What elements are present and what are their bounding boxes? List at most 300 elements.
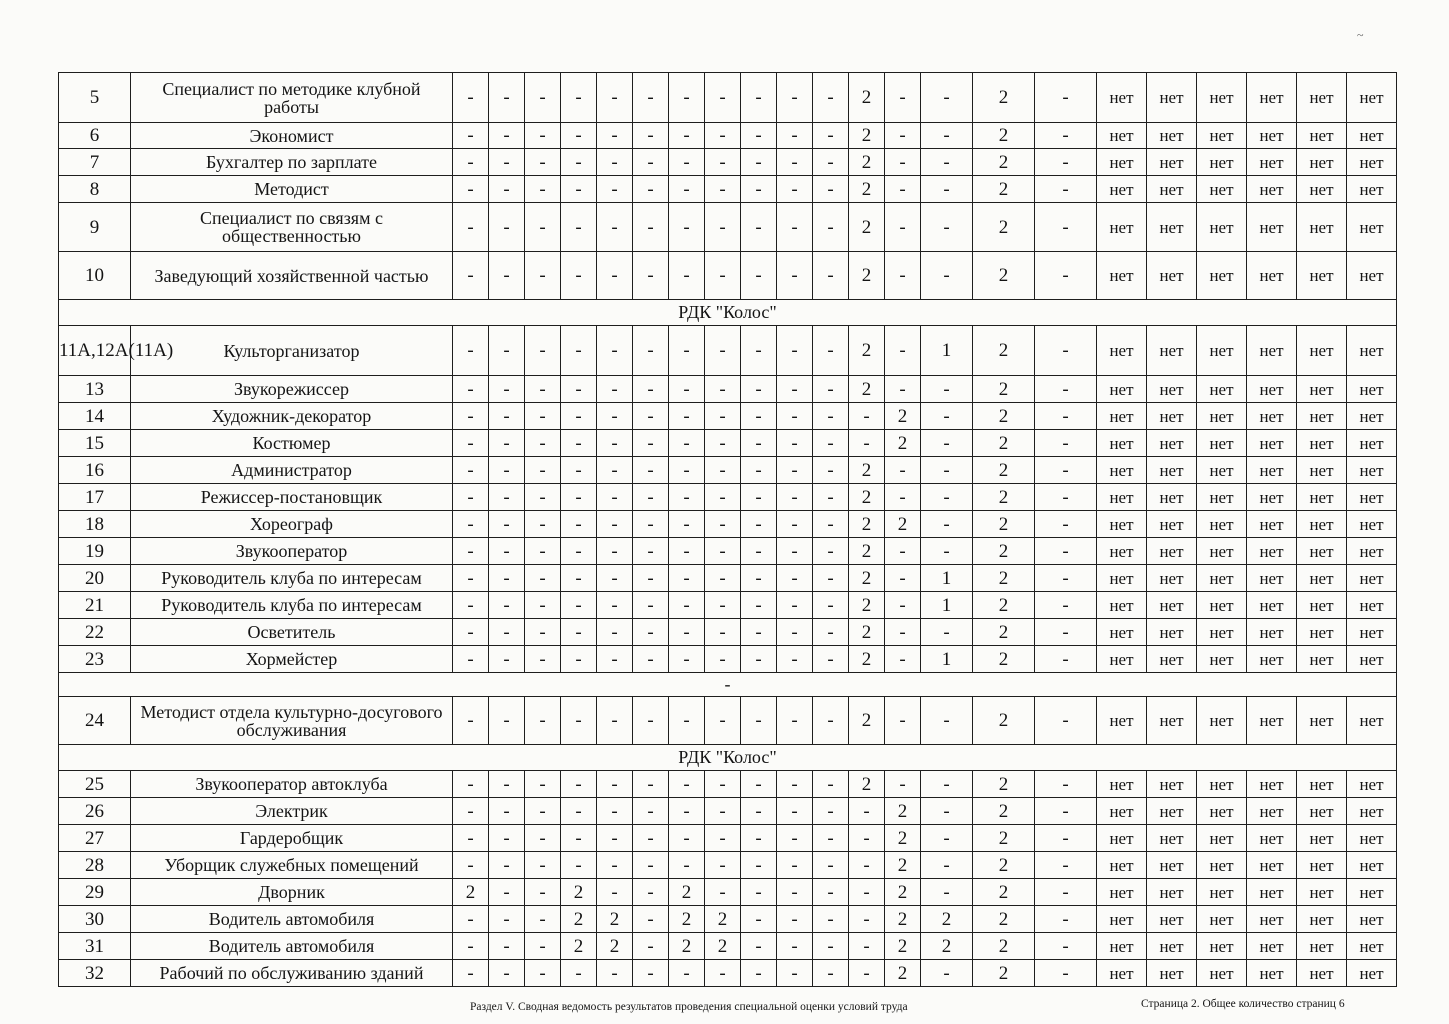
class-cell: - (597, 252, 633, 300)
guarantee-cell: нет (1247, 457, 1297, 484)
class-cell: 1 (921, 565, 973, 592)
class-cell: 2 (973, 176, 1035, 203)
class-cell: - (489, 906, 525, 933)
class-cell: - (561, 565, 597, 592)
guarantee-cell: нет (1097, 697, 1147, 745)
class-cell: - (921, 252, 973, 300)
guarantee-cell: нет (1147, 376, 1197, 403)
position-name: Электрик (131, 798, 453, 825)
class-cell: - (633, 376, 669, 403)
class-cell: - (669, 852, 705, 879)
class-cell: - (1035, 376, 1097, 403)
class-cell: - (777, 852, 813, 879)
guarantee-cell: нет (1097, 798, 1147, 825)
guarantee-cell: нет (1247, 203, 1297, 252)
class-cell: - (669, 457, 705, 484)
class-cell: - (705, 203, 741, 252)
guarantee-cell: нет (1347, 697, 1397, 745)
position-name: Бухгалтер по зарплате (131, 149, 453, 176)
position-name: Заведующий хозяйственной частью (131, 252, 453, 300)
class-cell: 2 (973, 403, 1035, 430)
guarantee-cell: нет (1147, 326, 1197, 376)
class-cell: - (453, 484, 489, 511)
class-cell: - (633, 149, 669, 176)
class-cell: - (1035, 879, 1097, 906)
class-cell: - (597, 619, 633, 646)
guarantee-cell: нет (1347, 73, 1397, 123)
class-cell: - (453, 771, 489, 798)
class-cell: - (921, 403, 973, 430)
class-cell: - (633, 326, 669, 376)
guarantee-cell: нет (1347, 879, 1397, 906)
class-cell: - (633, 73, 669, 123)
guarantee-cell: нет (1097, 852, 1147, 879)
guarantee-cell: нет (1197, 538, 1247, 565)
guarantee-cell: нет (1297, 798, 1347, 825)
class-cell: - (561, 203, 597, 252)
class-cell: - (741, 933, 777, 960)
guarantee-cell: нет (1147, 538, 1197, 565)
class-cell: - (633, 538, 669, 565)
class-cell: 2 (849, 376, 885, 403)
class-cell: - (669, 697, 705, 745)
class-cell: - (777, 538, 813, 565)
class-cell: - (669, 149, 705, 176)
table-row (59, 565, 1397, 592)
class-cell: - (741, 203, 777, 252)
class-cell: - (453, 960, 489, 987)
class-cell: - (921, 203, 973, 252)
guarantee-cell: нет (1197, 879, 1247, 906)
class-cell: - (669, 565, 705, 592)
class-cell: - (741, 619, 777, 646)
guarantee-cell: нет (1197, 511, 1247, 538)
class-cell: - (885, 771, 921, 798)
class-cell: 2 (973, 619, 1035, 646)
class-cell: 2 (973, 906, 1035, 933)
class-cell: - (525, 798, 561, 825)
class-cell: - (741, 798, 777, 825)
guarantee-cell: нет (1197, 430, 1247, 457)
class-cell: - (669, 484, 705, 511)
class-cell: - (525, 538, 561, 565)
class-cell: - (777, 771, 813, 798)
row-number: 8 (59, 176, 131, 203)
class-cell: - (741, 457, 777, 484)
position-name: Руководитель клуба по интересам (131, 592, 453, 619)
position-name: Специалист по связям с общественностью (131, 203, 453, 252)
class-cell: - (453, 252, 489, 300)
class-cell: - (1035, 123, 1097, 149)
class-cell: - (849, 879, 885, 906)
guarantee-cell: нет (1147, 960, 1197, 987)
guarantee-cell: нет (1347, 592, 1397, 619)
class-cell: - (885, 592, 921, 619)
class-cell: 2 (921, 933, 973, 960)
class-cell: - (921, 697, 973, 745)
class-cell: - (453, 825, 489, 852)
guarantee-cell: нет (1097, 457, 1147, 484)
class-cell: 2 (973, 457, 1035, 484)
guarantee-cell: нет (1197, 619, 1247, 646)
class-cell: - (1035, 798, 1097, 825)
guarantee-cell: нет (1147, 430, 1197, 457)
class-cell: - (597, 149, 633, 176)
class-cell: - (525, 403, 561, 430)
guarantee-cell: нет (1147, 457, 1197, 484)
position-name: Дворник (131, 879, 453, 906)
class-cell: 1 (921, 326, 973, 376)
class-cell: - (489, 879, 525, 906)
class-cell: - (669, 538, 705, 565)
class-cell: - (489, 852, 525, 879)
guarantee-cell: нет (1097, 484, 1147, 511)
row-number: 23 (59, 646, 131, 673)
class-cell: 2 (849, 565, 885, 592)
class-cell: - (849, 825, 885, 852)
guarantee-cell: нет (1347, 960, 1397, 987)
class-cell: - (921, 73, 973, 123)
class-cell: - (705, 565, 741, 592)
guarantee-cell: нет (1247, 798, 1297, 825)
guarantee-cell: нет (1147, 798, 1197, 825)
guarantee-cell: нет (1247, 619, 1297, 646)
class-cell: - (1035, 592, 1097, 619)
class-cell: - (669, 430, 705, 457)
row-number: 25 (59, 771, 131, 798)
class-cell: 2 (849, 457, 885, 484)
class-cell: 2 (849, 484, 885, 511)
class-cell: - (633, 484, 669, 511)
position-name: Звукорежиссер (131, 376, 453, 403)
guarantee-cell: нет (1297, 326, 1347, 376)
class-cell: - (777, 825, 813, 852)
class-cell: - (1035, 430, 1097, 457)
guarantee-cell: нет (1247, 326, 1297, 376)
table-row (59, 149, 1397, 176)
class-cell: - (921, 430, 973, 457)
table-row (59, 879, 1397, 906)
row-number: 16 (59, 457, 131, 484)
class-cell: - (561, 852, 597, 879)
guarantee-cell: нет (1197, 123, 1247, 149)
class-cell: - (705, 592, 741, 619)
guarantee-cell: нет (1097, 879, 1147, 906)
footer-page-info: Страница 2. Общее количество страниц 6 (1141, 998, 1345, 1010)
class-cell: - (633, 697, 669, 745)
class-cell: - (453, 176, 489, 203)
class-cell: - (921, 960, 973, 987)
class-cell: - (1035, 646, 1097, 673)
class-cell: - (777, 430, 813, 457)
table-row (59, 960, 1397, 987)
class-cell: - (885, 565, 921, 592)
class-cell: - (921, 879, 973, 906)
class-cell: - (885, 457, 921, 484)
class-cell: - (813, 326, 849, 376)
row-number: 29 (59, 879, 131, 906)
class-cell: - (741, 697, 777, 745)
class-cell: - (705, 457, 741, 484)
guarantee-cell: нет (1147, 646, 1197, 673)
guarantee-cell: нет (1147, 176, 1197, 203)
guarantee-cell: нет (1347, 852, 1397, 879)
guarantee-cell: нет (1097, 646, 1147, 673)
guarantee-cell: нет (1347, 149, 1397, 176)
class-cell: - (849, 430, 885, 457)
guarantee-cell: нет (1297, 852, 1347, 879)
guarantee-cell: нет (1097, 403, 1147, 430)
class-cell: 2 (669, 906, 705, 933)
guarantee-cell: нет (1097, 73, 1147, 123)
class-cell: - (525, 565, 561, 592)
class-cell: - (777, 511, 813, 538)
class-cell: - (813, 457, 849, 484)
class-cell: - (1035, 403, 1097, 430)
class-cell: - (525, 852, 561, 879)
class-cell: 2 (885, 430, 921, 457)
class-cell: - (885, 697, 921, 745)
class-cell: - (633, 592, 669, 619)
class-cell: 2 (973, 326, 1035, 376)
class-cell: 2 (849, 176, 885, 203)
table-row (59, 203, 1397, 252)
class-cell: - (885, 538, 921, 565)
guarantee-cell: нет (1347, 619, 1397, 646)
class-cell: 2 (597, 906, 633, 933)
guarantee-cell: нет (1147, 906, 1197, 933)
class-cell: - (561, 825, 597, 852)
row-number: 17 (59, 484, 131, 511)
class-cell: - (1035, 252, 1097, 300)
class-cell: - (1035, 176, 1097, 203)
class-cell: - (777, 403, 813, 430)
class-cell: - (489, 771, 525, 798)
guarantee-cell: нет (1297, 403, 1347, 430)
table-row (59, 852, 1397, 879)
class-cell: 2 (453, 879, 489, 906)
guarantee-cell: нет (1297, 252, 1347, 300)
class-cell: - (921, 798, 973, 825)
class-cell: - (561, 619, 597, 646)
class-cell: - (633, 960, 669, 987)
class-cell: - (633, 879, 669, 906)
footer-section-title: Раздел V. Сводная ведомость результатов проведения специальной оценки условий труда (470, 1001, 908, 1013)
class-cell: - (705, 176, 741, 203)
class-cell: - (633, 906, 669, 933)
guarantee-cell: нет (1197, 252, 1247, 300)
guarantee-cell: нет (1347, 646, 1397, 673)
class-cell: - (489, 565, 525, 592)
guarantee-cell: нет (1197, 376, 1247, 403)
guarantee-cell: нет (1197, 906, 1247, 933)
guarantee-cell: нет (1347, 176, 1397, 203)
guarantee-cell: нет (1197, 933, 1247, 960)
class-cell: - (633, 252, 669, 300)
class-cell: - (525, 149, 561, 176)
class-cell: - (705, 73, 741, 123)
class-cell: - (1035, 538, 1097, 565)
class-cell: - (525, 771, 561, 798)
class-cell: - (1035, 906, 1097, 933)
class-cell: - (921, 538, 973, 565)
class-cell: - (777, 123, 813, 149)
class-cell: - (813, 511, 849, 538)
class-cell: - (741, 879, 777, 906)
row-number: 27 (59, 825, 131, 852)
class-cell: 2 (561, 879, 597, 906)
class-cell: - (705, 538, 741, 565)
guarantee-cell: нет (1297, 933, 1347, 960)
class-cell: 2 (561, 933, 597, 960)
class-cell: - (741, 176, 777, 203)
class-cell: - (489, 619, 525, 646)
class-cell: - (921, 149, 973, 176)
class-cell: - (597, 879, 633, 906)
class-cell: 2 (669, 879, 705, 906)
guarantee-cell: нет (1247, 879, 1297, 906)
class-cell: - (633, 798, 669, 825)
row-number: 19 (59, 538, 131, 565)
class-cell: - (705, 960, 741, 987)
class-cell: - (921, 176, 973, 203)
class-cell: - (921, 484, 973, 511)
guarantee-cell: нет (1197, 646, 1247, 673)
guarantee-cell: нет (1297, 176, 1347, 203)
guarantee-cell: нет (1197, 176, 1247, 203)
class-cell: - (885, 484, 921, 511)
class-cell: - (885, 619, 921, 646)
guarantee-cell: нет (1247, 176, 1297, 203)
position-name: Хормейстер (131, 646, 453, 673)
guarantee-cell: нет (1247, 852, 1297, 879)
class-cell: 2 (849, 203, 885, 252)
class-cell: - (849, 906, 885, 933)
class-cell: 2 (973, 592, 1035, 619)
class-cell: - (561, 538, 597, 565)
table-row (59, 123, 1397, 149)
class-cell: - (669, 176, 705, 203)
guarantee-cell: нет (1197, 203, 1247, 252)
class-cell: - (669, 252, 705, 300)
assessment-table (58, 72, 1397, 987)
class-cell: - (489, 203, 525, 252)
class-cell: - (705, 771, 741, 798)
class-cell: - (633, 457, 669, 484)
class-cell: - (921, 619, 973, 646)
position-name: Художник-декоратор (131, 403, 453, 430)
class-cell: - (813, 852, 849, 879)
class-cell: - (885, 376, 921, 403)
row-number: 15 (59, 430, 131, 457)
class-cell: - (777, 798, 813, 825)
section-label: РДК "Колос" (59, 745, 1397, 771)
section-row (59, 673, 1397, 697)
class-cell: - (1035, 933, 1097, 960)
class-cell: - (813, 798, 849, 825)
class-cell: - (453, 430, 489, 457)
class-cell: - (741, 403, 777, 430)
position-name: Гардеробщик (131, 825, 453, 852)
class-cell: - (525, 457, 561, 484)
row-number: 24 (59, 697, 131, 745)
class-cell: 2 (973, 798, 1035, 825)
class-cell: - (489, 73, 525, 123)
guarantee-cell: нет (1147, 203, 1197, 252)
class-cell: - (921, 771, 973, 798)
guarantee-cell: нет (1147, 879, 1197, 906)
class-cell: - (597, 798, 633, 825)
class-cell: - (705, 326, 741, 376)
class-cell: - (777, 203, 813, 252)
class-cell: - (813, 825, 849, 852)
class-cell: 2 (849, 697, 885, 745)
class-cell: - (525, 646, 561, 673)
class-cell: - (849, 798, 885, 825)
guarantee-cell: нет (1097, 592, 1147, 619)
guarantee-cell: нет (1297, 484, 1347, 511)
class-cell: - (597, 403, 633, 430)
class-cell: 2 (849, 252, 885, 300)
class-cell: 2 (669, 933, 705, 960)
class-cell: - (489, 326, 525, 376)
table-row (59, 592, 1397, 619)
table-row (59, 376, 1397, 403)
guarantee-cell: нет (1297, 697, 1347, 745)
class-cell: - (669, 376, 705, 403)
guarantee-cell: нет (1197, 592, 1247, 619)
class-cell: 2 (973, 771, 1035, 798)
table-row (59, 403, 1397, 430)
class-cell: - (1035, 203, 1097, 252)
class-cell: - (813, 176, 849, 203)
class-cell: - (777, 149, 813, 176)
guarantee-cell: нет (1247, 646, 1297, 673)
guarantee-cell: нет (1147, 403, 1197, 430)
class-cell: 2 (973, 252, 1035, 300)
guarantee-cell: нет (1197, 798, 1247, 825)
class-cell: - (633, 852, 669, 879)
class-cell: - (813, 123, 849, 149)
class-cell: - (705, 825, 741, 852)
class-cell: - (453, 592, 489, 619)
position-name: Водитель автомобиля (131, 933, 453, 960)
class-cell: - (633, 619, 669, 646)
row-number: 5 (59, 73, 131, 123)
guarantee-cell: нет (1247, 933, 1297, 960)
guarantee-cell: нет (1247, 73, 1297, 123)
class-cell: - (489, 592, 525, 619)
guarantee-cell: нет (1347, 511, 1397, 538)
table-row (59, 430, 1397, 457)
class-cell: - (597, 457, 633, 484)
class-cell: - (669, 619, 705, 646)
position-name: Методист отдела культурно-досугового обслуживания (131, 697, 453, 745)
class-cell: - (741, 123, 777, 149)
class-cell: - (669, 825, 705, 852)
class-cell: 2 (973, 697, 1035, 745)
class-cell: - (453, 565, 489, 592)
class-cell: - (525, 326, 561, 376)
guarantee-cell: нет (1147, 73, 1197, 123)
guarantee-cell: нет (1247, 906, 1297, 933)
row-number: 10 (59, 252, 131, 300)
class-cell: - (489, 176, 525, 203)
class-cell: - (489, 697, 525, 745)
class-cell: - (561, 457, 597, 484)
class-cell: 2 (885, 798, 921, 825)
guarantee-cell: нет (1347, 252, 1397, 300)
